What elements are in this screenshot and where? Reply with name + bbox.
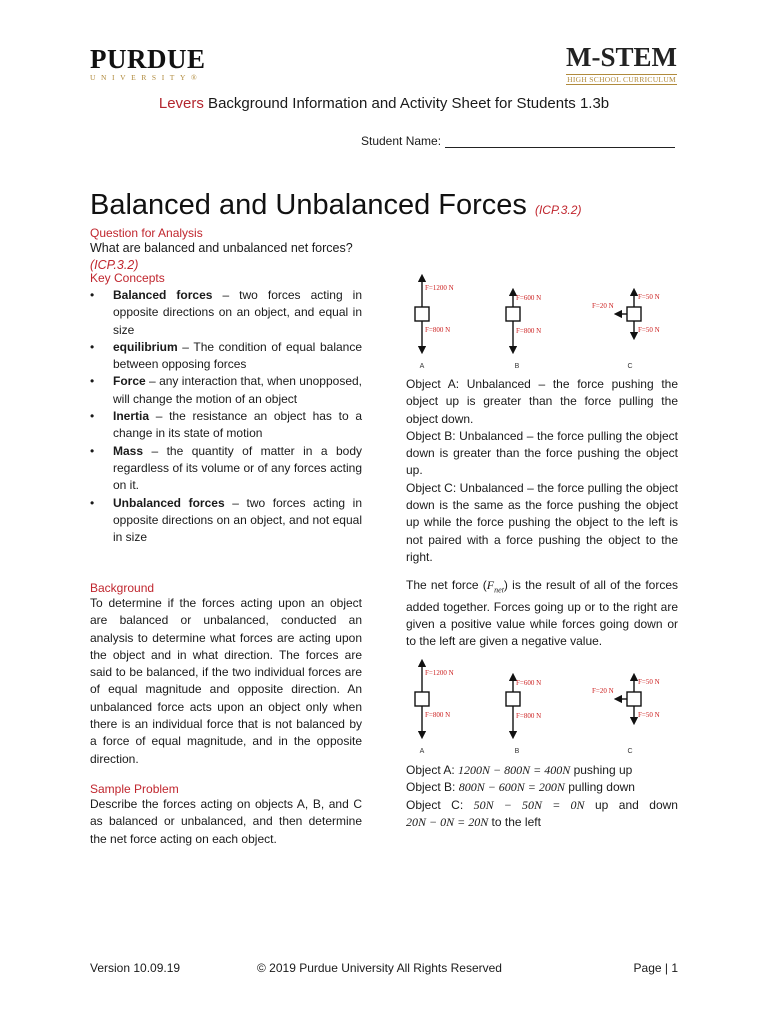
net-force-paragraph xyxy=(406,577,678,651)
footer-version: Version 10.09.19 xyxy=(90,961,181,975)
object-label-c: C xyxy=(627,363,633,370)
force-diagram-svg-2 xyxy=(405,655,685,759)
result-b-equation: 800N − 600N = 200N xyxy=(458,780,565,795)
force-label-c-down: F=50 N xyxy=(638,711,660,719)
key-concept-item: • equilibrium – The condition of equal balance between opposing forces xyxy=(90,339,362,372)
sample-problem-text: Describe the forces acting on objects A, B, and C as balanced or unbalanced, and then determine the net force acting on each object. xyxy=(90,797,362,846)
result-b-suffix: pulling down xyxy=(564,780,635,795)
result-a-equation: 1200N − 800N = 400N xyxy=(458,763,571,777)
page-title-tag: (ICP.3.2) xyxy=(534,203,582,217)
key-concept-item: • Unbalanced forces – two forces acting in opposite directions on an object, and not equal in size xyxy=(90,495,362,545)
result-a-prefix: Object A: xyxy=(406,763,459,777)
object-box-a xyxy=(415,692,429,706)
question-section xyxy=(90,226,362,275)
footer-page-number: Page | 1 xyxy=(633,961,678,975)
object-a-analysis: Object A: Unbalanced – the force pushing the object up is greater than the force pulling the object down. xyxy=(406,377,678,426)
net-force-pre: The net force ( xyxy=(406,578,487,592)
force-label-b-up: F=600 N xyxy=(516,679,542,687)
purdue-subtitle: UNIVERSITY® xyxy=(90,73,203,82)
background-section xyxy=(90,581,362,768)
key-concept-term: equilibrium xyxy=(113,339,178,354)
student-name-row xyxy=(361,134,675,148)
object-box-b xyxy=(506,307,520,321)
mstem-logo xyxy=(566,44,677,85)
force-label-c-up: F=50 N xyxy=(638,293,660,301)
mstem-wordmark: M-STEM xyxy=(566,42,677,72)
key-concepts-heading: Key Concepts xyxy=(90,271,165,285)
key-concept-definition: – the quantity of matter in a body regardless of its volume or of any forces acting on it. xyxy=(113,443,362,493)
object-label-b: B xyxy=(514,748,520,755)
net-force-post: ) is the result of all of the forces added together. Forces going up or to the right are given a positive value while forces going down or to the left are given a negative value. xyxy=(406,578,678,649)
object-box-b xyxy=(506,692,520,706)
object-box-a xyxy=(415,307,429,321)
result-a-suffix: pushing up xyxy=(570,763,633,777)
result-c-equation-2: 20N − 0N = 20N xyxy=(406,814,489,829)
key-concept-term: Force xyxy=(113,374,146,389)
result-object-c-line2 xyxy=(406,814,678,831)
force-label-a-down: F=800 N xyxy=(425,326,451,334)
page-title-text: Balanced and Unbalanced Forces xyxy=(90,189,527,221)
object-label-b: B xyxy=(514,363,520,370)
key-concept-definition: – The condition of equal balance between opposing forces xyxy=(113,339,362,372)
force-label-b-up: F=600 N xyxy=(516,294,542,302)
net-force-symbol: F xyxy=(486,578,495,592)
document-title xyxy=(0,95,768,112)
purdue-wordmark: PURDUE xyxy=(90,44,206,74)
result-c-mid: up and down xyxy=(584,797,678,812)
question-text: What are balanced and unbalanced net forces? xyxy=(90,241,353,255)
sample-problem-heading: Sample Problem xyxy=(90,782,179,796)
force-diagram-svg xyxy=(405,270,685,374)
object-c-analysis: Object C: Unbalanced – the force pulling the object down is the same as the force pushing the object up while the force pushing the object to the left is not paired with a force pushing the object to the right. xyxy=(406,480,678,564)
question-tag: (ICP.3.2) xyxy=(90,258,139,273)
result-object-c xyxy=(406,797,678,814)
key-concept-term: Mass xyxy=(113,443,144,458)
question-text-row xyxy=(90,240,362,275)
key-concepts-section xyxy=(90,271,362,546)
key-concept-term: Unbalanced forces xyxy=(113,495,225,510)
document-title-accent: Levers xyxy=(158,95,204,112)
result-object-b xyxy=(406,779,678,796)
key-concept-item: • Force – any interaction that, when unopposed, will change the motion of an object xyxy=(90,374,362,406)
objects-analysis xyxy=(406,376,678,566)
force-label-c-left: F=20 N xyxy=(592,687,614,695)
question-heading: Question for Analysis xyxy=(90,226,203,240)
force-label-c-left: F=20 N xyxy=(592,302,614,310)
key-concept-item: • Inertia – the resistance an object has to a change in its state of motion xyxy=(90,409,362,441)
result-c-prefix: Object C: xyxy=(406,797,474,812)
sample-problem-section xyxy=(90,782,362,848)
purdue-logo xyxy=(90,46,210,82)
net-force-text xyxy=(406,577,678,651)
key-concept-definition: – two forces acting in opposite directions on an object, and not equal in size xyxy=(113,495,362,545)
key-concepts-list xyxy=(90,287,362,546)
background-text: To determine if the forces acting upon an object are balanced or unbalanced, conducted an analysis to determine what forces are acting upon the object and in what direction. The forces are said to be balanced, if the two individual forces are of equal magnitude and opposite direction. An unbalanced force acts upon an object only when there is an individual force that is not balanced by a force of equal magnitude, and in the opposite direction. xyxy=(90,596,362,766)
force-diagram-bottom xyxy=(405,655,685,759)
footer-copyright: © 2019 Purdue University All Rights Reserved xyxy=(257,961,502,975)
key-concept-definition: – the resistance an object has to a change in its state of motion xyxy=(113,409,362,441)
student-name-field[interactable] xyxy=(445,135,675,148)
force-label-a-up: F=1200 N xyxy=(425,284,454,292)
result-c-equation: 50N − 50N = 0N xyxy=(473,797,585,812)
net-force-results xyxy=(406,762,678,831)
force-label-c-down: F=50 N xyxy=(638,326,660,334)
force-label-c-up: F=50 N xyxy=(638,678,660,686)
key-concept-definition: – two forces acting in opposite directions on an object, and equal in size xyxy=(113,288,362,337)
key-concept-definition: – any interaction that, when unopposed, will change the motion of an object xyxy=(113,374,362,406)
key-concept-item: • Balanced forces – two forces acting in opposite directions on an object, and equal in size xyxy=(90,288,362,337)
result-c-suffix: to the left xyxy=(488,814,541,829)
object-box-c xyxy=(627,307,641,321)
student-name-label: Student Name: xyxy=(361,134,442,148)
page-title xyxy=(90,189,581,222)
key-concept-term: Balanced forces xyxy=(113,288,213,302)
force-label-a-down: F=800 N xyxy=(425,711,451,719)
force-diagram-top xyxy=(405,270,685,374)
key-concept-item: • Mass – the quantity of matter in a body regardless of its volume or of any forces acting on it. xyxy=(90,443,362,493)
mstem-subtitle: HIGH SCHOOL CURRICULUM xyxy=(567,75,676,84)
net-force-subscript: net xyxy=(494,585,504,595)
key-concept-term: Inertia xyxy=(113,409,150,424)
object-label-c: C xyxy=(627,748,633,755)
result-b-prefix: Object B: xyxy=(406,780,459,795)
force-label-a-up: F=1200 N xyxy=(425,669,454,677)
document-title-rest: Background Information and Activity Sheet for Students 1.3b xyxy=(203,95,610,112)
force-label-b-down: F=800 N xyxy=(516,712,542,720)
object-label-a: A xyxy=(419,748,425,755)
background-heading: Background xyxy=(90,581,155,595)
force-label-b-down: F=800 N xyxy=(516,327,542,335)
result-object-a xyxy=(406,762,678,779)
object-box-c xyxy=(627,692,641,706)
object-label-a: A xyxy=(419,363,425,370)
object-b-analysis: Object B: Unbalanced – the force pulling the object down is greater than the force pushing the object up. xyxy=(406,428,678,478)
